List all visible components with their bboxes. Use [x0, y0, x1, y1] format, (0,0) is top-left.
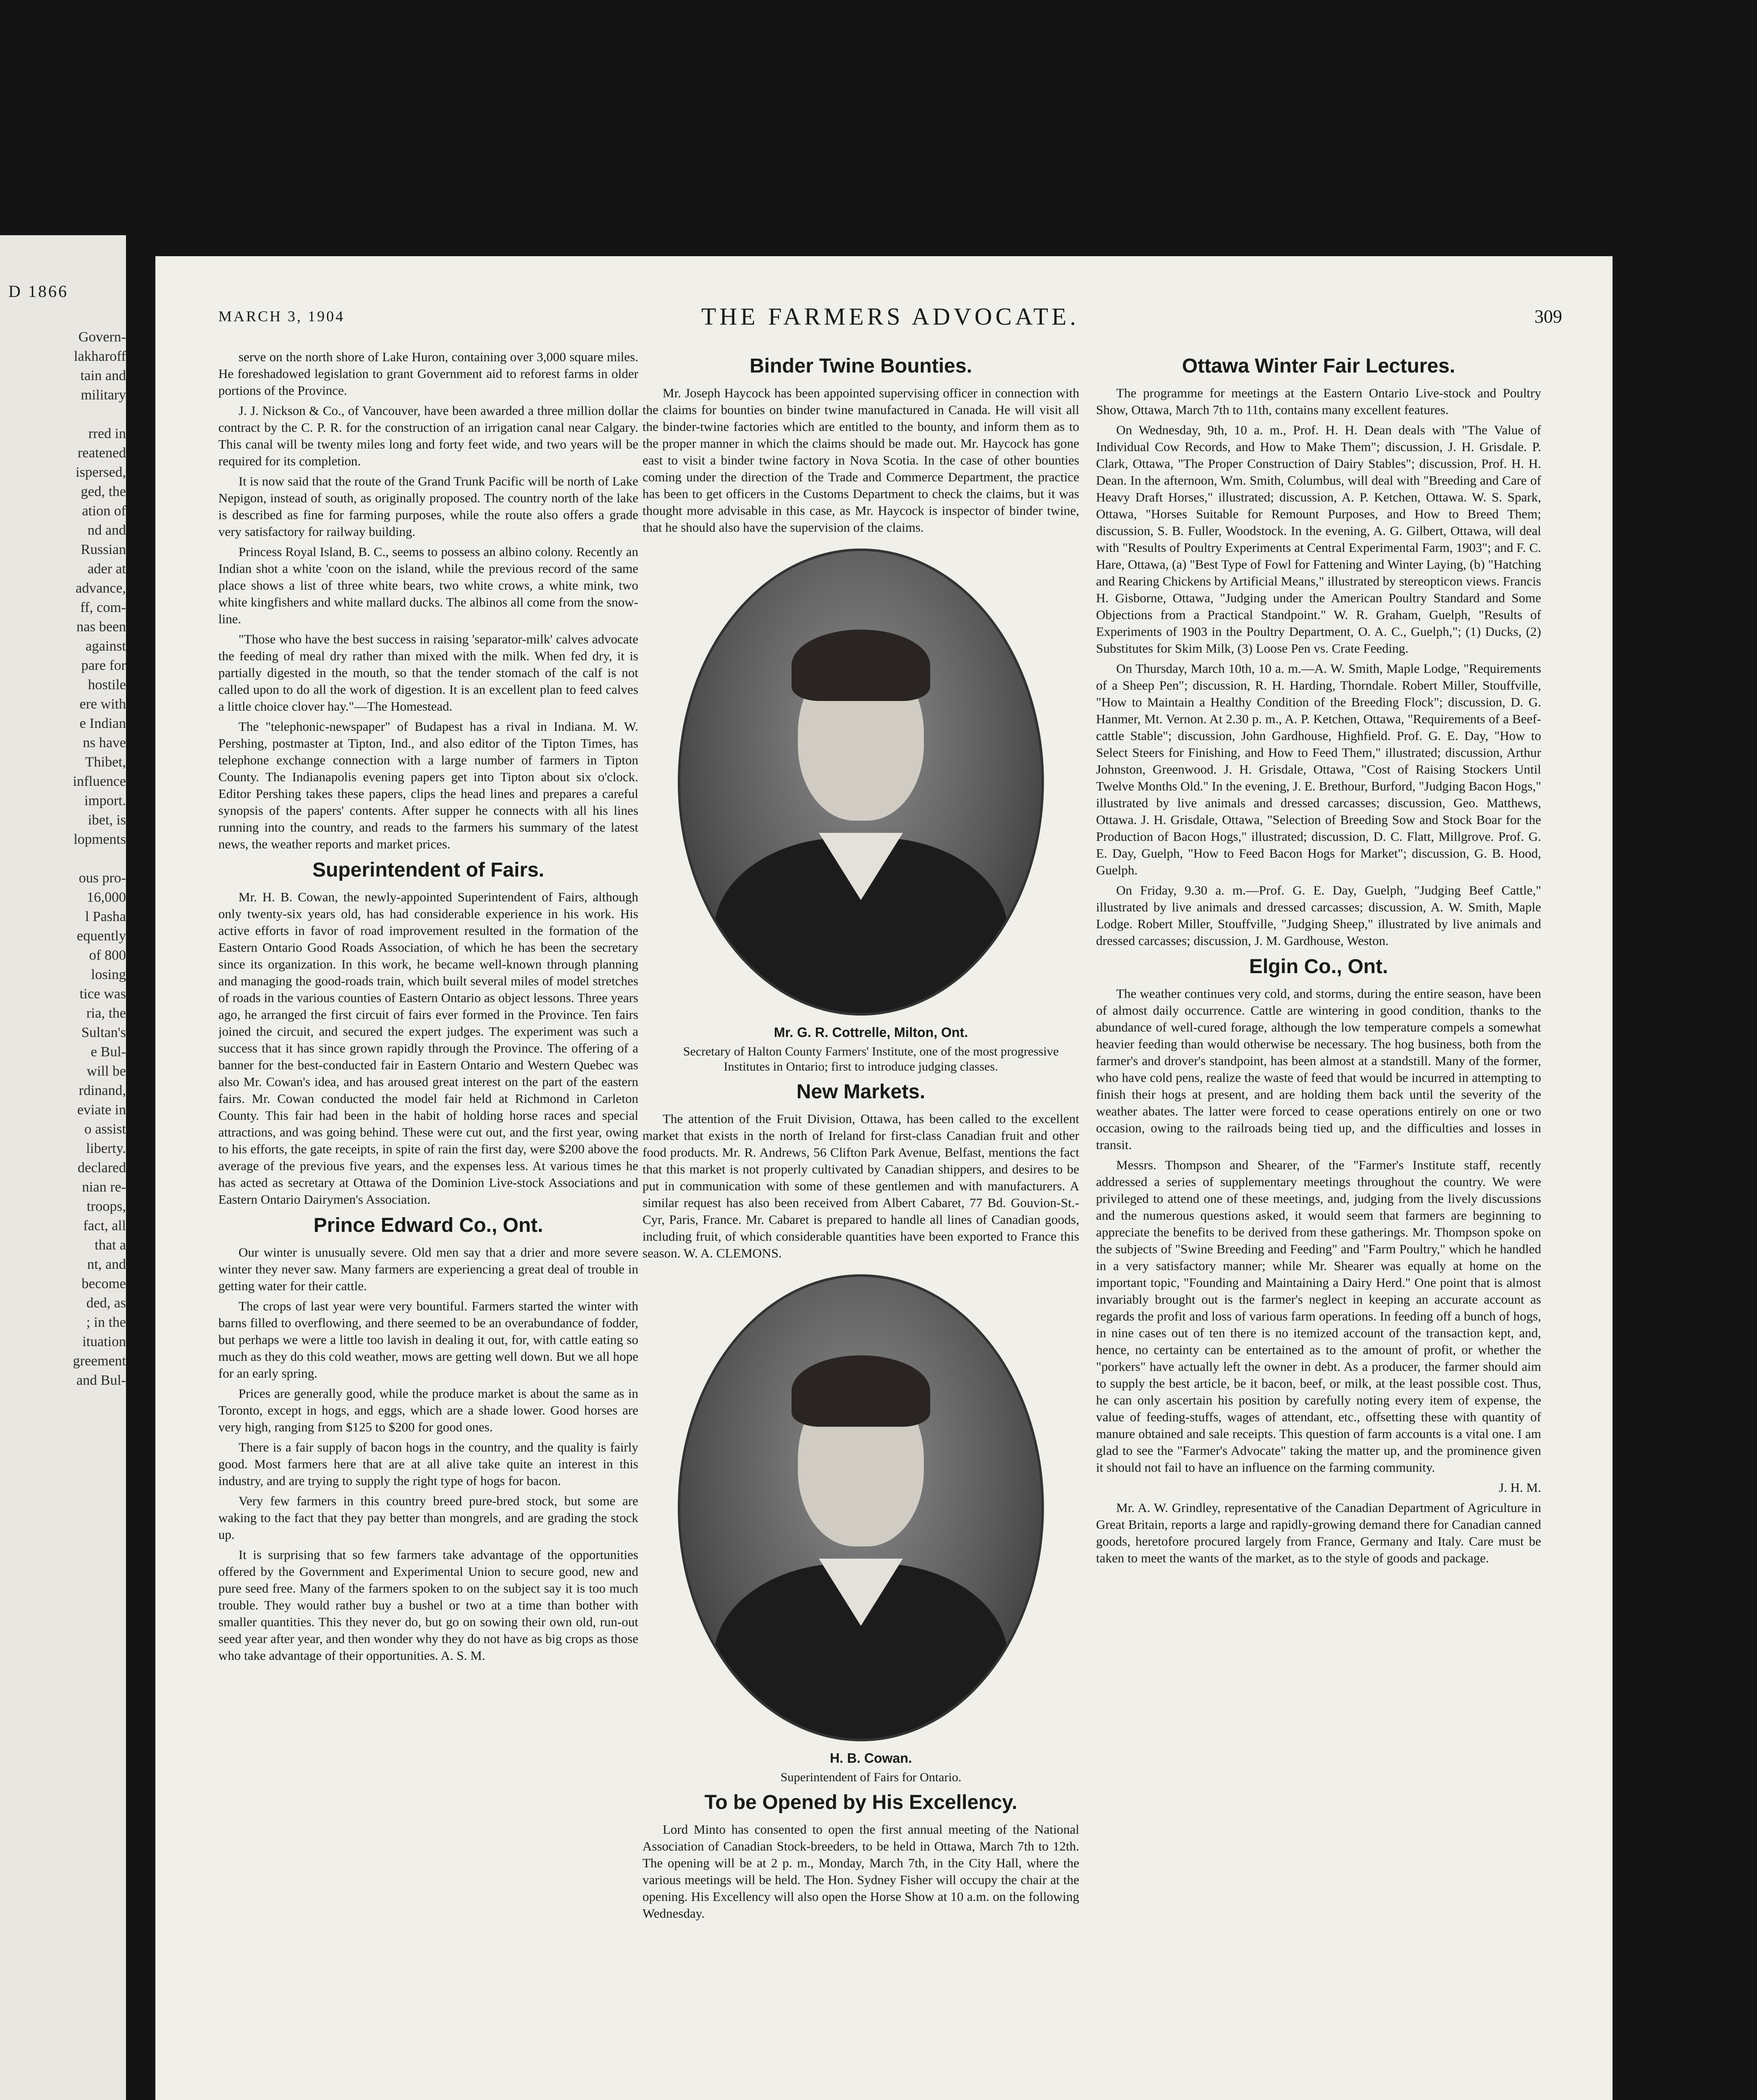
article-heading: To be Opened by His Excellency. — [704, 1791, 1017, 1814]
previous-page-line: troops, — [87, 1199, 126, 1214]
previous-page-line: nd and — [87, 522, 126, 538]
previous-page-line: ere with — [79, 696, 126, 712]
previous-page-line: l Pasha — [85, 909, 126, 924]
article-heading: Ottawa Winter Fair Lectures. — [1182, 355, 1455, 377]
previous-page-line: of 800 — [89, 948, 126, 963]
previous-page-line: become — [81, 1276, 126, 1292]
previous-page-line: ria, the — [86, 1005, 126, 1021]
previous-page-line: tice was — [79, 986, 126, 1002]
previous-page-line — [13, 849, 126, 869]
photo-caption: Secretary of Halton County Farmers' Institute, one of the most progressive Institutes in Ontario; first to introduce judging classes. — [683, 1045, 1059, 1074]
paragraph: Princess Royal Island, B. C., seems to possess an albino colony. Recently an Indian shot a white 'coon on the island, while the previous record of the same place shows a list of three white bears, two white crows, a white mink, two white kingfishers and white mallard ducks. The albinos all come from the snow-line. — [218, 544, 638, 626]
previous-page-line: will be — [87, 1063, 126, 1079]
previous-page-edge — [0, 235, 126, 2100]
previous-page-line: fact, all — [83, 1218, 126, 1234]
paragraph: There is a fair supply of bacon hogs in the country, and the quality is fairly good. Most farmers here that are at all alive take quite an interest in this industry, and are trying to supply the right type of hogs for bacon. — [218, 1440, 638, 1488]
previous-page-line: declared — [77, 1160, 126, 1176]
newspaper-page — [155, 256, 1613, 2100]
previous-page-line: lopments — [73, 832, 126, 847]
previous-page-line: that a — [94, 1237, 126, 1253]
paragraph: serve on the north shore of Lake Huron, containing over 3,000 square miles. He foreshadowed legislation to grant Government aid to reforest farms in older portions of the Province. — [218, 349, 638, 398]
previous-page-line: ader at — [87, 561, 126, 577]
paragraph: Our winter is unusually severe. Old men say that a drier and more severe winter they never saw. Many farmers are experiencing a great deal of trouble in getting water for their cattle. — [218, 1245, 638, 1293]
previous-page-line: ff, com- — [80, 600, 126, 615]
masthead-title: THE FARMERS ADVOCATE. — [701, 303, 1080, 330]
previous-page-line: ns have — [83, 735, 126, 751]
previous-page-line: Govern- — [78, 329, 126, 345]
paragraph: On Friday, 9.30 a. m.—Prof. G. E. Day, Guelph, "Judging Beef Cattle," illustrated by live animals and dressed carcasses; discussion, A. W. Smith, Maple Lodge. Robert Miller, Stouffville, "Judging Sheep," illustrated by live animals and dressed carcasses; discussion, J. M. Gardhouse, Weston. — [1096, 883, 1541, 948]
previous-page-line: reatened — [77, 445, 126, 461]
issue-date: MARCH 3, 1904 — [218, 308, 345, 325]
previous-page-line: hostile — [88, 677, 126, 693]
previous-page-line: military — [81, 387, 126, 403]
previous-page-line: ous pro- — [79, 870, 126, 886]
previous-page-line: Sultan's — [81, 1025, 126, 1040]
previous-page-line: eviate in — [77, 1102, 126, 1118]
paragraph: Mr. H. B. Cowan, the newly-appointed Superintendent of Fairs, although only twenty-six years old, has had considerable experience in his work. His active efforts in favor of road improvement resulted in the formation of the Eastern Ontario Good Roads Association, of which he has been the secretary since its organization. In this work, he became well-known through planning and managing the good-roads train, which built several miles of model stretches of roads in the various counties of Eastern Ontario as object lessons. Three years ago, he arranged the first circuit of fairs ever formed in the Province. Ten fairs joined the circuit, and secured the expert judges. The experiment was such a success that it has since grown rapidly through the Province. The offering of a banner for the best-conducted fair in Eastern Ontario and Western Quebec was also Mr. Cowan's idea, and has aroused great interest on the part of the eastern fairs. Mr. Cowan conducted the model fair held at Richmond in Carleton County. This fair had been in the habit of holding horse races and special attractions, and was going behind. These were cut out, and the first year, owing to his efforts, the gate receipts, in spite of rain the first day, were $200 above the average of the previous five years, and the expenses less. At various times he has acted as secretary at Ottawa of the Dominion Live-stock Associations and Eastern Ontario Dairymen's Association. — [218, 890, 638, 1207]
previous-page-line: ged, the — [81, 484, 126, 499]
paragraph: The programme for meetings at the Eastern Ontario Live-stock and Poultry Show, Ottawa, March 7th to 11th, contains many excellent features. — [1096, 386, 1541, 417]
previous-page-text — [13, 328, 126, 1390]
paragraph: Messrs. Thompson and Shearer, of the "Farmer's Institute staff, recently addressed a series of supplementary meetings throughout the country. We were privileged to attend one of these meetings, and, judging from the lively discussions and the numerous questions asked, it would seem that farmers are beginning to appreciate the benefits to be derived from these gatherings. Mr. Thompson spoke on the subjects of "Swine Breeding and Feeding" and "Farm Poultry," which he handled in a very satisfactory manner; while Mr. Shearer was equally at home on the important topic, "Founding and Maintaining a Dairy Herd." One point that is almost invariably brought out is the farmer's neglect in keeping an accurate account as regards the profit and loss of various farm operations. In feeding off a bunch of hogs, in nine cases out of ten there is no itemized account of the transaction kept, and, hence, no certainty can be entertained as to the amount of profit, or whether the "porkers" have actually left the owner in debt. As a producer, the farmer should aim to supply the best article, be it bacon, beef, or milk, at the least possible cost. Thus, he can only ascertain his position by carefully noting every item of expense, the value of feeding-stuffs, wages of attendant, etc., offsetting these with quantity of manure obtained and sale receipts. This question of farm accounts is a vital one. I am glad to see the "Farmer's Advocate" taking the matter up, and the prominence given it should not fail to have an influence on the farming community. — [1096, 1158, 1541, 1475]
paragraph: "Those who have the best success in raising 'separator-milk' calves advocate the feeding of meal dry rather than mixed with the milk. When fed dry, it is partially digested in the mouth, so that the tender stomach of the calf is not called upon to do all the work of digestion. It is an excellent plan to feed calves a little choice clover hay."—The Homestead. — [218, 632, 638, 714]
column-right — [1096, 349, 1541, 2100]
previous-page-line: nian re- — [82, 1179, 126, 1195]
paragraph: J. J. Nickson & Co., of Vancouver, have been awarded a three million dollar contract by the C. P. R. for the construction of an irrigation canal near Calgary. This canal will be twenty miles long and forty feet wide, and two years will be required for its completion. — [218, 403, 638, 468]
portrait-photo-cottrelle — [678, 549, 1044, 1016]
article-heading: Binder Twine Bounties. — [750, 355, 972, 377]
previous-page-line: advance, — [76, 580, 126, 596]
previous-page-line: ation of — [82, 503, 126, 519]
previous-page-line: tain and — [80, 368, 126, 383]
paragraph: The weather continues very cold, and storms, during the entire season, have been of almost daily occurrence. Cattle are wintering in good condition, thanks to the abundance of well-cured forage, although the low temperature compels a somewhat heavier feeding than would otherwise be necessary. The hog business, both from the farmer's and drover's standpoint, has been almost at a standstill. Many of the former, who have cold pens, realize the waste of feed that would be incurred in attempting to finish their hogs at present, and are holding them back until the severity of the weather abates. The latter were forced to cease operations entirely on one or two occasion, owing to the railroads being tied up, and the difficulties and losses in transit. — [1096, 986, 1541, 1152]
previous-page-line: Thibet, — [85, 754, 126, 770]
paragraph: The attention of the Fruit Division, Ottawa, has been called to the excellent market that exists in the north of Ireland for first-class Canadian fruit and other food products. Mr. R. Andrews, 56 Clifton Park Avenue, Belfast, mentions the fact that this market is not properly cultivated by Canadian shippers, and desires to be put in communication with some of these gentlemen and with manufacturers. A similar request has also been received from Albert Cabaret, 77 Bd. Gouvion-St.-Cyr, Paris, France. Mr. Cabaret is prepared to handle all lines of Canadian goods, including fruit, of which considerable quantities have been exported to France this season. W. A. CLEMONS. — [642, 1111, 1079, 1260]
previous-page-line: lakharoff — [74, 349, 126, 364]
previous-page-line: ituation — [82, 1334, 126, 1349]
article-heading: New Markets. — [796, 1081, 926, 1103]
previous-page-line: Russian — [81, 542, 126, 557]
previous-page-line: influence — [73, 774, 126, 789]
paragraph: The "telephonic-newspaper" of Budapest has a rival in Indiana. M. W. Pershing, postmaster at Tipton, Ind., and also editor of the Tipton Times, has telephone exchange connection with a large number of farmers in Tipton County. The Indianapolis evening papers get into Tipton about six o'clock. Editor Pershing takes these papers, clips the head lines and prepares a careful synopsis of the papers' contents. After supper he connects with all his lines running into the country, and reads to the farmers his summary of the latest news, the weather reports and market prices. — [218, 719, 638, 851]
previous-page-line: losing — [91, 967, 126, 982]
previous-page-line: against — [85, 638, 126, 654]
previous-page-line: and Bul- — [76, 1373, 126, 1388]
page-header — [218, 302, 1562, 332]
paragraph: Lord Minto has consented to open the first annual meeting of the National Association of Canadian Stock-breeders, to be held in Ottawa, March 7th to 12th. The opening will be at 2 p. m., Monday, March 7th, in the City Hall, where the various meetings will be held. The Hon. Sydney Fisher will occupy the chair at the opening. His Excellency will also open the Horse Show at 10 a.m. on the following Wednesday. — [642, 1822, 1079, 1921]
paragraph: It is now said that the route of the Grand Trunk Pacific will be north of Lake Nepigon, instead of south, as originally proposed. The country north of the lake is described as fine for farming purposes, while the route also offers a grade very satisfactory for railway building. — [218, 474, 638, 539]
paragraph: On Thursday, March 10th, 10 a. m.—A. W. Smith, Maple Lodge, "Requirements of a Sheep Pen"; discussion, R. H. Harding, Thorndale. Robert Miller, Stouffville, "How to Maintain a Healthy Condition of the Breeding Flock"; discussion, D. G. Hanmer, Mt. Vernon. At 2.30 p. m., A. P. Ketchen, Ottawa, "Requirements of a Beef-cattle Stable"; discussion, John Gardhouse, Highfield. Prof. G. E. Day, "How to Select Steers for Finishing, and How to Feed Them," illustrated; discussion, Arthur Johnston, Greenwood. J. H. Grisdale, Ottawa, "Cost of Raising Stockers Until Twelve Months Old." In the evening, J. E. Brethour, Burford, "Judging Bacon Hogs," illustrated by live animals and dressed carcasses; discussion, Geo. Matthews, Ottawa. J. H. Grisdale, Ottawa, "Selection of Breeding Sow and Stock Boar for the Production of Bacon Hogs," illustrated; discussion, D. C. Flatt, Millgrove. Prof. G. E. Day, Guelph, "How to Feed Bacon Hogs for Market"; discussion, G. B. Hood, Guelph. — [1096, 661, 1541, 877]
previous-page-line: ispersed, — [76, 465, 126, 480]
previous-page-line: rdinand, — [79, 1083, 126, 1098]
previous-page-line: rred in — [88, 426, 126, 441]
column-left — [218, 349, 638, 2100]
previous-page-line: e Bul- — [90, 1044, 126, 1060]
page-number: 309 — [1534, 306, 1562, 327]
previous-page-line: equently — [76, 928, 126, 944]
previous-page-line: 16,000 — [87, 890, 126, 905]
paragraph: It is surprising that so few farmers take advantage of the opportunities offered by the Government and Experimental Union to secure good, new and pure seed free. Many of the farmers spoken to on the subject say it is too much trouble. They would rather buy a bushel or two at a time than bother with smaller quantities. This they never do, but go on sowing their own old, run-out seed year after year, and then wonder why they do not have as big crops as those who take advantage of their opportunities. A. S. M. — [218, 1547, 638, 1663]
author-signature: J. H. M. — [1499, 1480, 1541, 1495]
previous-page-line: ded, as — [86, 1295, 126, 1311]
photo-caption-name: Mr. G. R. Cottrelle, Milton, Ont. — [774, 1025, 968, 1040]
article-heading: Superintendent of Fairs. — [312, 859, 545, 881]
previous-page-line: e Indian — [79, 716, 126, 731]
previous-page-line: ; in the — [86, 1315, 126, 1330]
previous-page-line — [13, 405, 126, 424]
portrait-figure — [642, 549, 1079, 1020]
photo-caption: Superintendent of Fairs for Ontario. — [780, 1770, 962, 1784]
paragraph: Mr. Joseph Haycock has been appointed supervising officer in connection with the claims for bounties on binder twine manufactured in Canada. He will visit all the binder-twine factories which are entitled to the bounty, and inform them as to the proper manner in which the claims should be made out. Mr. Haycock has gone east to visit a binder twine factory in Nova Scotia. In the case of other bounties coming under the direction of the Trade and Commerce Department, the practice has been to get officers in the Customs Department to check the claims, but it was thought more advisable in this case, as Mr. Haycock is inspector of binder twine, that he should also have the supervision of the claims. — [642, 386, 1079, 535]
photo-caption-name: H. B. Cowan. — [830, 1751, 912, 1766]
previous-page-line: o assist — [84, 1121, 126, 1137]
previous-page-line: import. — [84, 793, 126, 808]
previous-page-line: liberty. — [86, 1141, 126, 1156]
paragraph: On Wednesday, 9th, 10 a. m., Prof. H. H. Dean deals with "The Value of Individual Cow Records, and How to Make Them"; discussion, J. H. Grisdale. P. Clark, Ottawa, "The Proper Construction of Dairy Stables"; discussion, Prof. H. H. Dean. In the afternoon, Wm. Smith, Columbus, will deal with "Breeding and Care of Heavy Draft Horses," illustrated; discussion, A. P. Ketchen, Ottawa. W. S. Spark, Ottawa, "Horses Suitable for Remount Purposes, and How to Breed Them; discussion, S. B. Fuller, Woodstock. In the evening, A. G. Gilbert, Ottawa, will deal with "Results of Poultry Experiments at Central Experimental Farm, 1903"; and F. C. Hare, Ottawa, (a) "Best Type of Fowl for Fattening and Winter Laying, (b) "Hatching and Rearing Chickens by Artificial Means," illustrated by stereopticon views. Francis H. Gisborne, Ottawa, "Judging under the American Poultry Standard and Some Objections from a Practical Standpoint." W. R. Graham, Guelph, "Results of Experiments of 1903 in the Poultry Department, O. A. C., Guelph,"; (1) Ducks, (2) Substitutes for Skim Milk, (3) Loose Pen vs. Crate Feeding. — [1096, 423, 1541, 656]
previous-page-line: nas been — [76, 619, 126, 635]
paragraph: Mr. A. W. Grindley, representative of the Canadian Department of Agriculture in Great Britain, reports a large and rapidly-growing demand there for Canadian canned goods, heretofore procured largely from France, Germany and Italy. Care must be taken to meet the wants of the market, as to the style of goods and package. — [1096, 1500, 1541, 1565]
previous-page-header: D 1866 — [8, 282, 68, 301]
paragraph: Prices are generally good, while the produce market is about the same as in Toronto, except in hogs, and eggs, which are a shade lower. Good horses are very high, ranging from $125 to $200 for good ones. — [218, 1386, 638, 1434]
portrait-photo-cowan — [678, 1274, 1044, 1741]
previous-page-line: pare for — [81, 658, 126, 673]
column-middle — [642, 349, 1079, 2100]
portrait-figure — [642, 1274, 1079, 1746]
previous-page-line: nt, and — [87, 1257, 126, 1272]
paragraph: The crops of last year were very bountiful. Farmers started the winter with barns filled to overflowing, and there seemed to be an overabundance of fodder, but perhaps we were a little too lavish in dealing it out, for, with cattle eating so much as they do this cold weather, mows are getting well down. But we all hope for an early spring. — [218, 1299, 638, 1381]
previous-page-line: greement — [73, 1353, 126, 1369]
previous-page-line: ibet, is — [88, 812, 126, 828]
article-heading: Elgin Co., Ont. — [1249, 956, 1388, 978]
article-heading: Prince Edward Co., Ont. — [313, 1214, 543, 1236]
paragraph: Very few farmers in this country breed pure-bred stock, but some are waking to the fact that they pay better than mongrels, and are grading the stock up. — [218, 1494, 638, 1542]
